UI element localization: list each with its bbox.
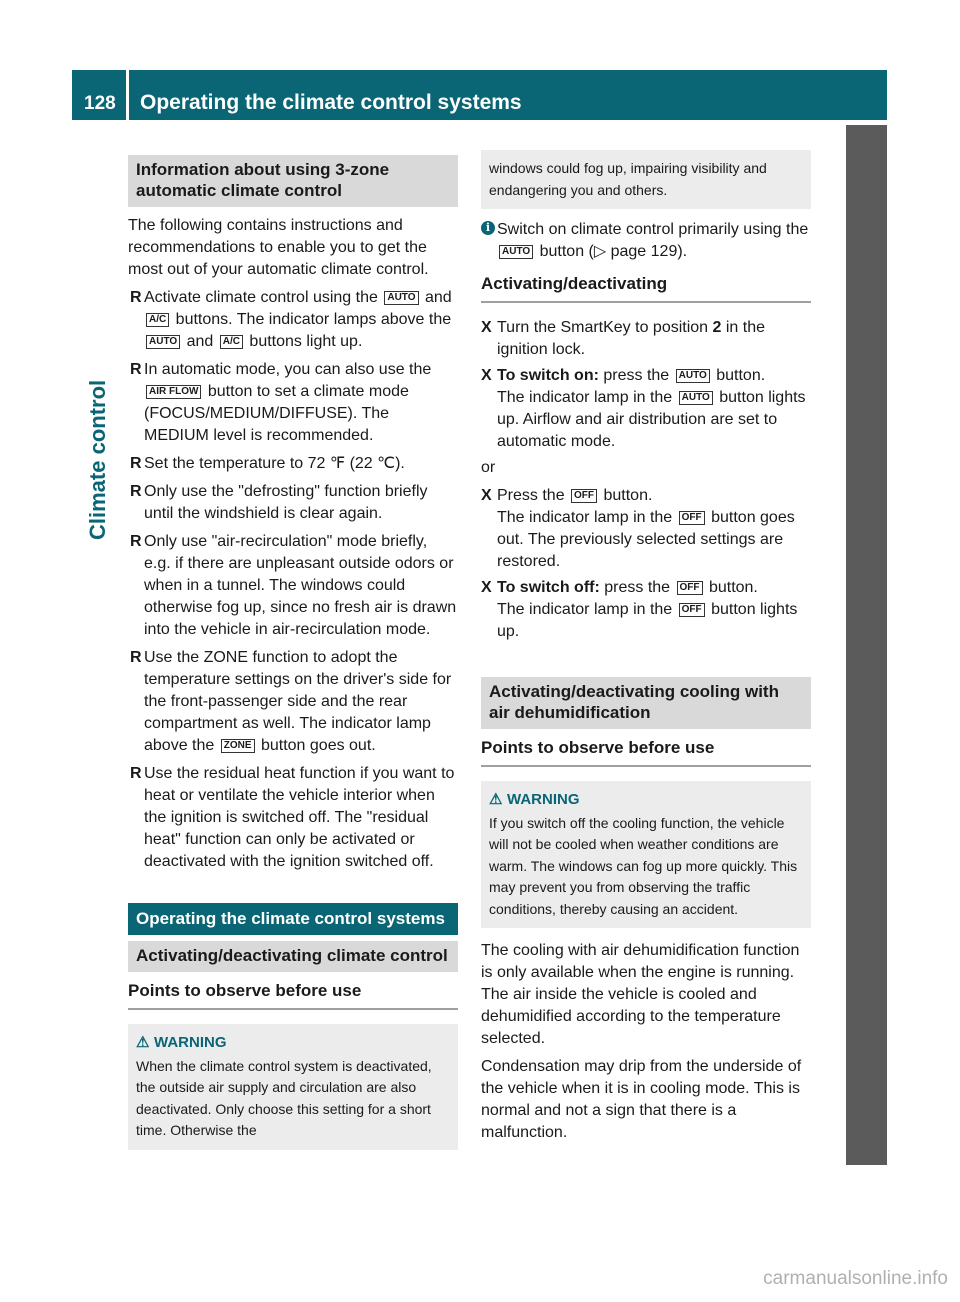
list-item: R In automatic mode, you can also use the AIR FLOW button to set a climate mode (FOCUS/MEDIUM/DIFFUSE). The MEDIUM level is recommended.	[130, 361, 432, 444]
cooling-paragraph-1: The cooling with air dehumidification function is only available when the engine is running. The air inside the vehicle is cooled and dehumidified according to the temperature selected.	[481, 942, 800, 1047]
warning-text: If you switch off the cooling function, the vehicle will not be cooled when weather conditions are warm. The windows can fog up more quickly. This may prevent you from observing the traffic conditions, thereby causing an accident.	[489, 814, 798, 917]
auto-key-icon: AUTO	[384, 291, 418, 305]
off-key-icon: OFF	[677, 581, 703, 595]
info-note: i Switch on climate control primarily using the AUTO button (▷ page 129).	[481, 219, 811, 263]
left-column	[128, 155, 458, 1150]
warning-text-continued: windows could fog up, impairing visibility and endangering you and others.	[489, 160, 767, 198]
page-number: 128	[84, 93, 116, 114]
right-column	[481, 150, 811, 1150]
warning-box-cooling	[481, 781, 811, 928]
section-heading: Operating the climate control systems	[128, 903, 458, 935]
off-key-icon: OFF	[679, 511, 705, 525]
off-key-icon: OFF	[679, 603, 705, 617]
warning-title: ⚠ WARNING	[136, 1032, 450, 1054]
list-item: X To switch off: press the OFF button. The indicator lamp in the OFF button lights up.	[481, 579, 798, 640]
list-item: R Only use the "defrosting" function briefly until the windshield is clear again.	[130, 483, 428, 522]
step-arrow-icon: X	[481, 319, 492, 336]
points-heading: Points to observe before use	[128, 980, 458, 1010]
auto-key-icon: AUTO	[676, 369, 710, 383]
bullet-icon: R	[130, 765, 142, 782]
warning-icon: ⚠	[489, 791, 503, 808]
airflow-key-icon: AIR FLOW	[146, 385, 201, 399]
list-item: R Use the ZONE function to adopt the temperature settings on the driver's side for the front-passenger side and the rear compartment as well. The indicator lamp above the ZONE button goes out.	[130, 649, 452, 754]
off-key-icon: OFF	[571, 489, 597, 503]
list-item: R Set the temperature to 72 ℉ (22 ℃).	[128, 453, 458, 475]
cooling-heading: Activating/deactivating cooling with air dehumidification	[481, 677, 811, 729]
info-icon: i	[481, 221, 495, 235]
bullet-icon: R	[130, 289, 142, 306]
list-item: X Press the OFF button. The indicator lamp in the OFF button goes out. The previously selected settings are restored.	[481, 487, 795, 570]
bullet-icon: R	[130, 649, 142, 666]
warning-text: When the climate control system is deactivated, the outside air supply and circulation are also deactivated. Only choose this setting for a short time. Otherwise the	[136, 1057, 432, 1138]
intro-paragraph: The following contains instructions and recommendations to enable you to get the most out of your automatic climate control.	[128, 217, 429, 278]
info-heading: Information about using 3-zone automatic climate control	[128, 155, 458, 207]
bullet-icon: R	[130, 483, 142, 500]
page-title: Operating the climate control systems	[140, 91, 522, 114]
warning-icon: ⚠	[136, 1034, 150, 1051]
side-tab-label: Climate control	[85, 379, 110, 540]
ac-key-icon: A/C	[220, 335, 243, 349]
warning-title: ⚠ WARNING	[489, 789, 803, 811]
list-item: R Use the residual heat function if you want to heat or ventilate the vehicle interior when the ignition is switched off. The "residual heat" function can only be activated or deactivated with the ignition switched off.	[130, 765, 455, 870]
points-heading-right: Points to observe before use	[481, 737, 811, 767]
page-header	[72, 70, 887, 120]
zone-key-icon: ZONE	[221, 739, 255, 753]
auto-key-icon: AUTO	[679, 391, 713, 405]
ac-key-icon: A/C	[146, 313, 169, 327]
side-tab-bar	[846, 125, 887, 1165]
bullet-icon: R	[130, 533, 142, 550]
cooling-paragraph-2: Condensation may drip from the underside of the vehicle when it is in cooling mode. This is normal and not a sign that there is a malfunction.	[481, 1058, 802, 1141]
auto-key-icon: AUTO	[146, 335, 180, 349]
or-text: or	[481, 459, 496, 476]
list-item: R Activate climate control using the AUTO and A/C buttons. The indicator lamps above the AUTO and A/C buttons light up.	[130, 289, 452, 350]
bullet-icon: R	[130, 361, 142, 378]
step-arrow-icon: X	[481, 579, 492, 596]
warning-box-continued	[481, 150, 811, 209]
step-arrow-icon: X	[481, 487, 492, 504]
list-item: X To switch on: press the AUTO button. The indicator lamp in the AUTO button lights up. Airflow and air distribution are set to automatic mode.	[481, 367, 806, 450]
list-item: R Only use "air-recirculation" mode briefly, e.g. if there are unpleasant outside odors or when in a tunnel. The windows could otherwise fog up, since no fresh air is drawn into the vehicle in air-recirculation mode.	[130, 533, 457, 638]
activating-heading: Activating/deactivating	[481, 273, 811, 303]
auto-key-icon: AUTO	[499, 245, 533, 259]
activating-heading: Activating/deactivating climate control	[128, 941, 458, 972]
header-divider	[126, 70, 129, 120]
step-arrow-icon: X	[481, 367, 492, 384]
list-item: X Turn the SmartKey to position 2 in the ignition lock.	[481, 319, 766, 358]
warning-box	[128, 1024, 458, 1150]
bullet-icon: R	[130, 455, 142, 472]
watermark: carmanualsonline.info	[763, 1268, 948, 1289]
